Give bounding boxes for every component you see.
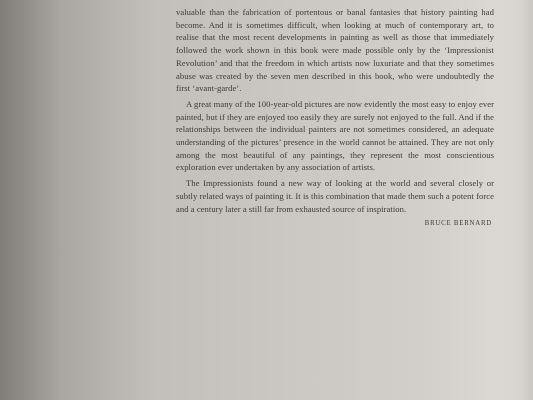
page-edge (519, 0, 533, 400)
paragraph: The Impressionists found a new way of looking at the world and several closely or subtly related ways of painting it. It is this combination that made them such a potent force and a century later a still far from exhausted source of inspiration. (176, 178, 494, 214)
author-signature: BRUCE BERNARD (424, 220, 492, 228)
paragraph-continued: valuable than the fabrication of portentous or banal fantasies that history painting had become. And it is sometimes difficult, when looking at much of contemporary art, to realise that the most recent developments in painting as well as those that immediately followed the work shown in this book were made possible only by the ‘Impressionist Revolution’ and that the freedom in which artists now luxuriate and that they sometimes abuse was created by the seven men described in this book, who were undoubtedly the first ‘avant-garde’. (176, 7, 494, 94)
page-gutter-shadow (0, 0, 60, 400)
book-text-block (176, 6, 494, 231)
paragraph: A great many of the 100-year-old pictures are now evidently the most easy to enjoy ever painted, but if they are enjoyed too easily they are surely not enjoyed to the full. And if the relationships between the individual painters are not sometimes considered, an adequate understanding of the pictures’ presence in the world cannot be attained. They are not only among the most beautiful of any paintings, they represent the most conscientious exploration ever undertaken by any association of artists. (176, 98, 494, 173)
